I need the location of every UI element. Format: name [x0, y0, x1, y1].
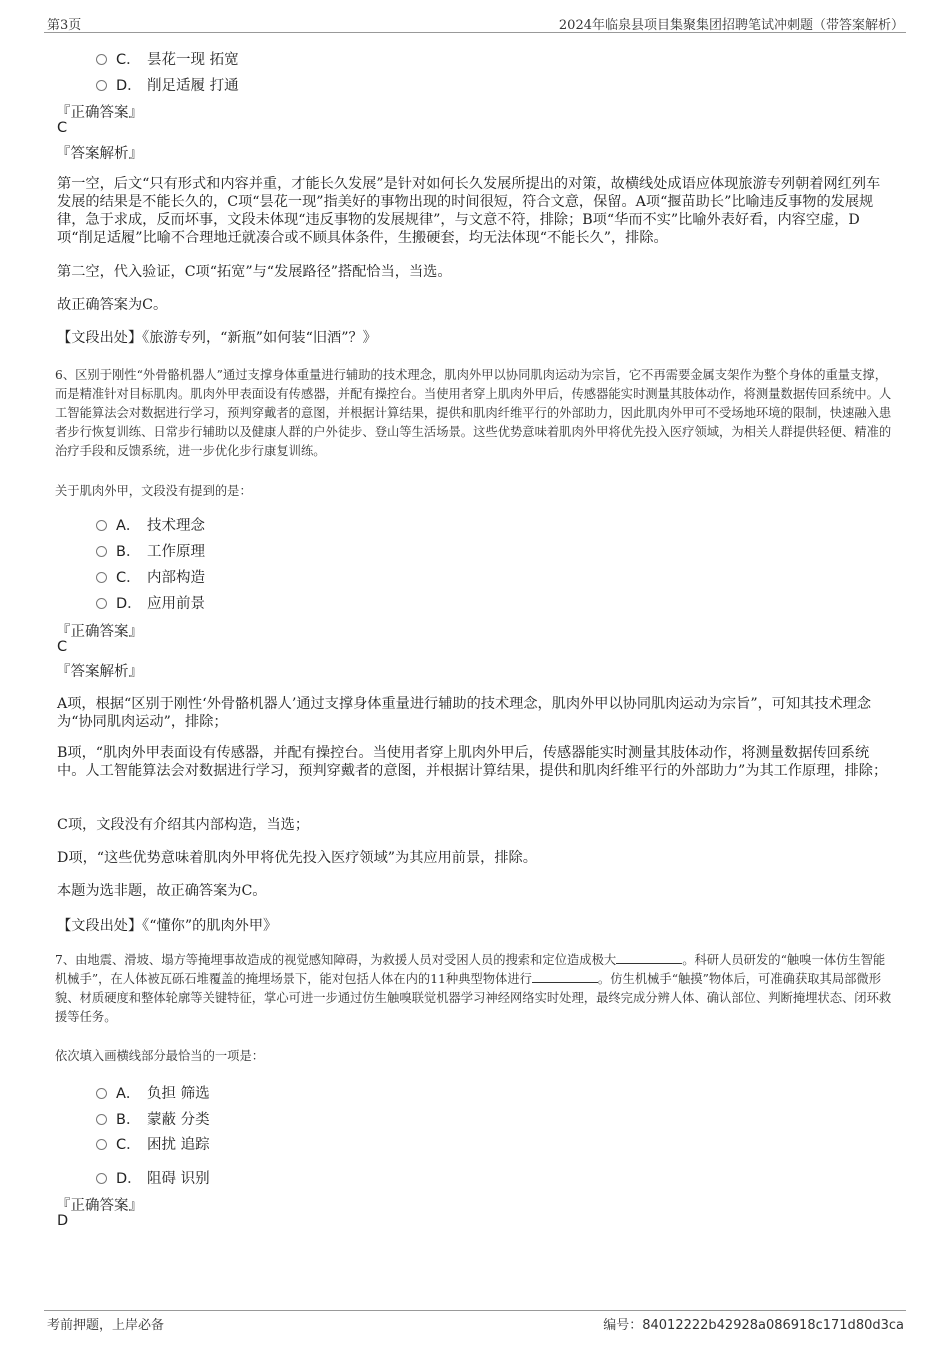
q5-answer-tag: 『正确答案』 — [56, 105, 143, 121]
q7-option-a[interactable]: A． 负担 筛选 — [96, 1082, 210, 1103]
radio-icon[interactable] — [96, 1139, 107, 1150]
radio-icon[interactable] — [96, 572, 107, 583]
q7-answer: D — [57, 1213, 69, 1229]
radio-icon[interactable] — [96, 1114, 107, 1125]
q6-stem: 6、区别于刚性“外骨骼机器人”通过支撑身体重量进行辅助的技术理念，肌肉外甲以协同肌肉运动为宗旨，它不再需要金属支架作为整个身体的重量支撑，而是精准针对目标肌肉。肌肉外甲表面设有传感器，并配有操控台。当使用者穿上肌肉外甲后，传感器能实时测量其肢体动作，将测量数据传回系统中。人工智能算法会对数据进行学习，预判穿戴者的意图，并根据计算结果，提供和肌肉纤维平行的外部助力，因此肌肉外甲可不受场地环境的限制，快速融入患者步行恢复训练、日常步行辅助以及健康人群的户外徒步、登山等生活场景。这些优势意味着肌肉外甲将优先投入医疗领域，为相关人群提供轻便、精准的治疗手段和反馈系统，进一步优化步行康复训练。 — [55, 368, 892, 458]
q6-analysis-paragraph: A项，根据“区别于刚性‘外骨骼机器人’通过支撑身体重量进行辅助的技术理念，肌肉外甲以协同肌肉运动为宗旨”，可知其技术理念为“协同肌肉运动”，排除； — [57, 696, 872, 730]
q7-option-d[interactable]: D． 阻碍 识别 — [96, 1167, 210, 1188]
q6-analysis-paragraph: D项，“这些优势意味着肌肉外甲将优先投入医疗领域”为其应用前景，排除。 — [57, 850, 537, 866]
radio-icon[interactable] — [96, 1173, 107, 1184]
q6-analysis-paragraph: C项，文段没有介绍其内部构造，当选； — [57, 817, 310, 833]
footer-slogan: 考前押题，上岸必备 — [47, 1318, 165, 1333]
radio-icon[interactable] — [96, 598, 107, 609]
q7-stem: 7、由地震、滑坡、塌方等掩埋事故造成的视觉感知障碍，为救援人员对受困人员的搜索和定位造成极大 。科研人员研发的“触嗅一体仿生智能机械手”，在人体被瓦砾石堆覆盖的掩埋场景下，能对包括人体在内的11种典型物体进行 。仿生机械手“触摸”物体后，可准确获取其局部微形貌、材质硬度和整体轮廓等关键特征，掌心可进一步通过仿生触嗅联觉机器学习神经网络实时处理，最终完成分辨人体、确认部位、判断掩埋状态、闭环救援等任务。 — [55, 953, 892, 1024]
fill-blank — [616, 952, 682, 964]
q6-analysis-paragraph: B项，“肌肉外甲表面设有传感器，并配有操控台。当使用者穿上肌肉外甲后，传感器能实时测量其肢体动作，将测量数据传回系统中。人工智能算法会对数据进行学习，预判穿戴者的意图，并根据计算结果，提供和肌肉纤维平行的外部助力”为其工作原理，排除； — [57, 745, 888, 779]
footer-divider — [44, 1310, 906, 1311]
q7-option-c[interactable]: C． 困扰 追踪 — [96, 1133, 210, 1154]
q5-analysis-tag: 『答案解析』 — [56, 146, 143, 162]
fill-blank — [532, 971, 598, 983]
q5-answer: C — [57, 120, 68, 136]
radio-icon[interactable] — [96, 520, 107, 531]
q6-option-a[interactable]: A． 技术理念 — [96, 514, 205, 535]
radio-icon[interactable] — [96, 80, 107, 91]
radio-icon[interactable] — [96, 546, 107, 557]
q5-analysis-paragraph: 第一空，后文“只有形式和内容并重，才能长久发展”是针对如何长久发展所提出的对策，故横线处成语应体现旅游专列朝着网红列车发展的结果是不能长久的，C项“昙花一现”指美好的事物出现的时间很短，符合文意，保留。A项“揠苗助长”比喻违反事物的发展规律，急于求成，反而坏事，文段未体现“违反事物的发展规律”，与文意不符，排除；B项“华而不实”比喻外表好看，内容空虚，D项“削足适履”比喻不合理地迁就凑合或不顾具体条件，生搬硬套，均无法体现“不能长久”，排除。 — [57, 176, 881, 246]
header-divider — [44, 32, 906, 33]
document-code: 编号：84012222b42928a086918c171d80d3ca — [603, 1318, 904, 1333]
q6-option-b[interactable]: B． 工作原理 — [96, 540, 205, 561]
document-title: 2024年临泉县项目集聚集团招聘笔试冲刺题（带答案解析） — [558, 18, 904, 33]
q5-option-d[interactable]: D． 削足适履 打通 — [96, 74, 239, 95]
q6-analysis-tag: 『答案解析』 — [56, 664, 143, 680]
q5-analysis-paragraph: 故正确答案为C。 — [57, 297, 168, 313]
q5-source: 【文段出处】《旅游专列，“新瓶”如何装“旧酒”？》 — [57, 330, 377, 346]
q6-answer: C — [57, 639, 68, 655]
q7-answer-tag: 『正确答案』 — [56, 1198, 143, 1214]
q6-option-d[interactable]: D． 应用前景 — [96, 592, 205, 613]
q6-answer-tag: 『正确答案』 — [56, 624, 143, 640]
q6-question: 关于肌肉外甲，文段没有提到的是： — [55, 484, 252, 498]
q7-option-b[interactable]: B． 蒙蔽 分类 — [96, 1108, 210, 1129]
page-number: 第3页 — [47, 18, 82, 33]
q7-question: 依次填入画横线部分最恰当的一项是： — [55, 1049, 265, 1063]
q6-option-c[interactable]: C． 内部构造 — [96, 566, 205, 587]
radio-icon[interactable] — [96, 1088, 107, 1099]
q5-analysis-paragraph: 第二空，代入验证，C项“拓宽”与“发展路径”搭配恰当，当选。 — [57, 264, 452, 280]
q6-source: 【文段出处】《“懂你”的肌肉外甲》 — [57, 918, 278, 934]
q5-option-c[interactable]: C． 昙花一现 拓宽 — [96, 48, 239, 69]
radio-icon[interactable] — [96, 54, 107, 65]
q6-analysis-paragraph: 本题为选非题，故正确答案为C。 — [57, 883, 267, 899]
